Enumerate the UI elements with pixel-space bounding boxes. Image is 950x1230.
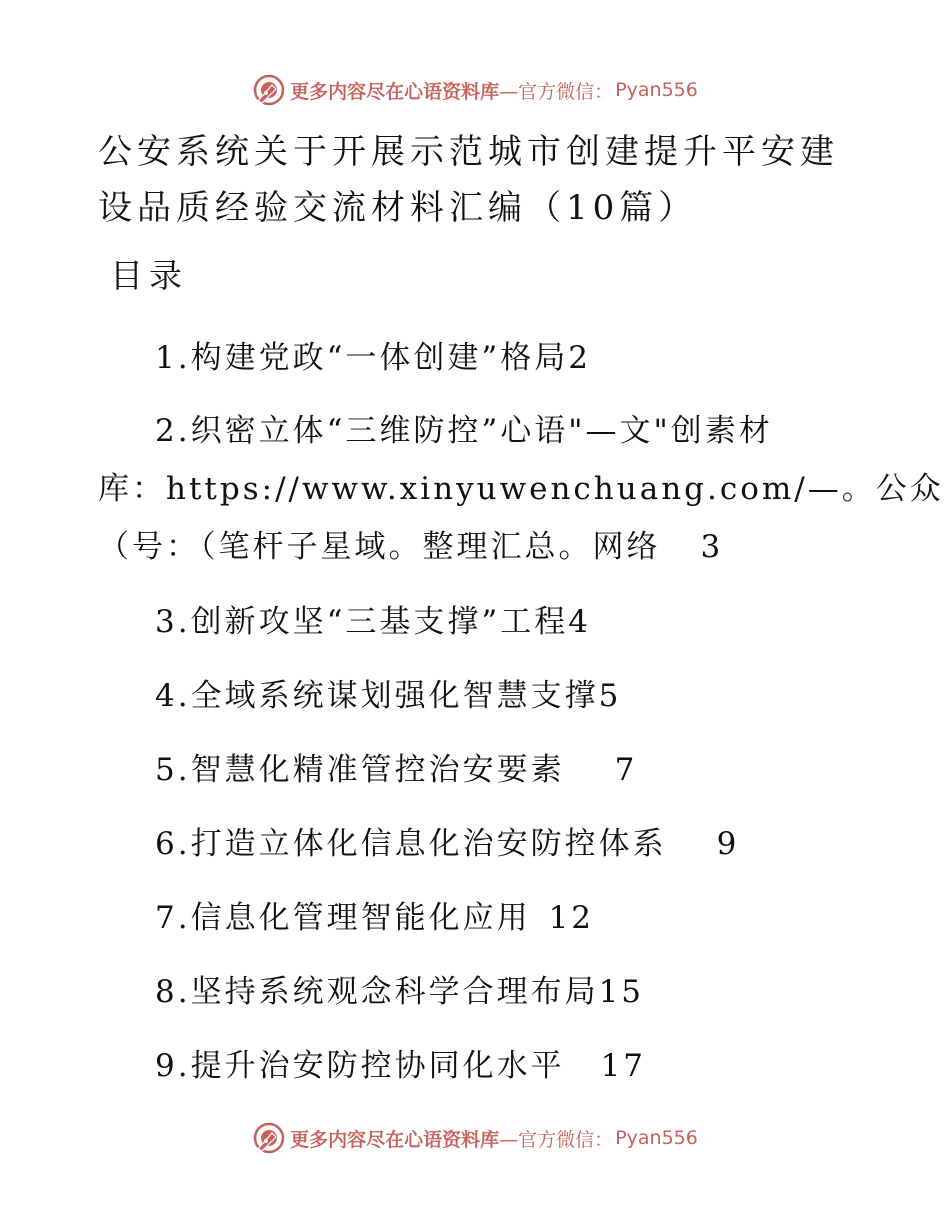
toc-item-9[interactable]	[155, 1040, 646, 1085]
toc-item-label: 8.坚持系统观念科学合理布局	[155, 974, 599, 1010]
toc-item-label-line3-text: （号：（笔杆子星域。整理汇总。网络	[98, 529, 661, 565]
toc-item-page: 17	[600, 1048, 647, 1084]
toc-item-page: 15	[598, 974, 645, 1010]
toc-item-label-line2: 库：https://www.xinyuwenchuang.com/—。公众	[98, 471, 944, 507]
banner-main-text: 更多内容尽在心语资料库	[290, 80, 500, 103]
toc-item-page: 2	[568, 340, 592, 376]
banner-wechat-id: Pyan556	[615, 1127, 698, 1149]
banner-sub-text: —官方微信：	[499, 1128, 614, 1151]
toc-item-3[interactable]	[155, 596, 591, 641]
toc-item-2[interactable]	[98, 402, 944, 576]
toc-item-1[interactable]	[155, 332, 591, 377]
toc-item-label: 5.智慧化精准管控治安要素	[155, 752, 565, 788]
header-banner	[0, 70, 950, 110]
banner-main-text: 更多内容尽在心语资料库	[290, 1128, 500, 1151]
pen-logo-icon	[252, 1121, 286, 1155]
toc-item-page: 9	[716, 826, 740, 862]
toc-item-6[interactable]	[155, 818, 739, 863]
toc-item-label-line3	[98, 518, 858, 576]
toc-item-5[interactable]	[155, 744, 637, 789]
toc-item-8[interactable]	[155, 966, 644, 1011]
toc-heading: 目录	[110, 256, 188, 295]
toc-item-4[interactable]	[155, 670, 621, 715]
document-title: 公安系统关于开展示范城市创建提升平安建设品质经验交流材料汇编（10篇）	[98, 132, 839, 228]
toc-item-label: 1.构建党政“一体创建”格局	[155, 340, 569, 376]
footer-banner	[0, 1118, 950, 1158]
toc-item-label: 6.打造立体化信息化治安防控体系	[155, 826, 667, 862]
toc-item-label: 3.创新攻坚“三基支撑”工程	[155, 604, 569, 640]
toc-item-page: 7	[614, 752, 638, 788]
banner-sub-text: —官方微信：	[499, 80, 614, 103]
toc-item-label: 4.全域系统谋划强化智慧支撑	[155, 678, 599, 714]
toc-item-label: 7.信息化管理智能化应用	[155, 900, 531, 936]
toc-item-page: 4	[568, 604, 592, 640]
toc-item-label: 9.提升治安防控协同化水平	[155, 1048, 565, 1084]
pen-logo-icon	[252, 73, 286, 107]
banner-wechat-id: Pyan556	[615, 79, 698, 101]
toc-item-page: 5	[598, 678, 622, 714]
toc-item-label-line1: 2.织密立体“三维防控”心语"—文"创素材	[155, 413, 773, 449]
toc-item-page: 12	[548, 900, 595, 936]
toc-item-page: 3	[700, 529, 724, 565]
toc-item-7[interactable]	[155, 892, 594, 937]
